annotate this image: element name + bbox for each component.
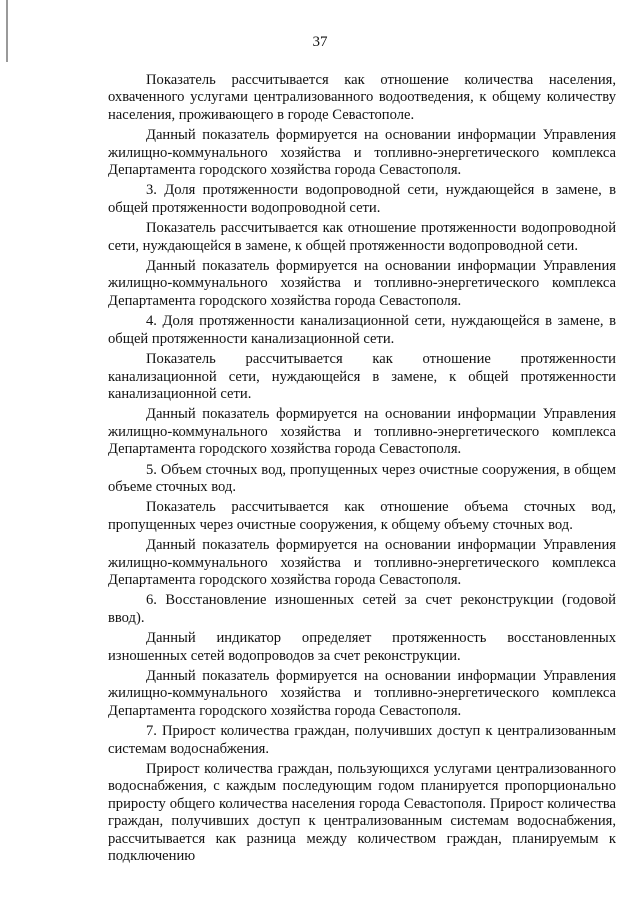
paragraph: Данный показатель формируется на основании информации Управления жилищно-коммунального хозяйства и топливно-энергетического комплекса Департамента городского хозяйства города Севастополя. — [108, 668, 616, 719]
paragraph: Показатель рассчитывается как отношение протяженности водопроводной сети, нуждающейся в замене, к общей протяженности водопроводной сети. — [108, 220, 616, 254]
paragraph: Показатель рассчитывается как отношение объема сточных вод, пропущенных через очистные сооружения, к общему объему сточных вод. — [108, 499, 616, 533]
paragraph: 7. Прирост количества граждан, получивших доступ к централизованным системам водоснабжения. — [108, 723, 616, 757]
paragraph: Показатель рассчитывается как отношение протяженности канализационной сети, нуждающейся в замене, к общей протяженности канализационной сети. — [108, 351, 616, 402]
paragraph: Данный индикатор определяет протяженность восстановленных изношенных сетей водопроводов за счет реконструкции. — [108, 630, 616, 664]
paragraph: Данный показатель формируется на основании информации Управления жилищно-коммунального хозяйства и топливно-энергетического комплекса Департамента городского хозяйства города Севастополя. — [108, 537, 616, 588]
paragraph: Данный показатель формируется на основании информации Управления жилищно-коммунального хозяйства и топливно-энергетического комплекса Департамента городского хозяйства города Севастополя. — [108, 258, 616, 309]
document-body — [108, 72, 616, 868]
page-edge-line — [6, 0, 8, 62]
paragraph: 4. Доля протяженности канализационной сети, нуждающейся в замене, в общей протяженности канализационной сети. — [108, 313, 616, 347]
paragraph: 5. Объем сточных вод, пропущенных через очистные сооружения, в общем объеме сточных вод. — [108, 461, 616, 495]
page-number: 37 — [312, 34, 328, 50]
paragraph: 6. Восстановление изношенных сетей за счет реконструкции (годовой ввод). — [108, 592, 616, 626]
paragraph: Показатель рассчитывается как отношение количества населения, охваченного услугами централизованного водоотведения, к общему количеству населения, проживающего в городе Севастополе. — [108, 72, 616, 123]
paragraph: 3. Доля протяженности водопроводной сети, нуждающейся в замене, в общей протяженности водопроводной сети. — [108, 182, 616, 216]
paragraph: Прирост количества граждан, пользующихся услугами централизованного водоснабжения, с каждым последующим годом планируется пропорционально приросту общего количества населения города Севастополя. Прирост количества граждан, получивших доступ к централизованным системам водоснабжения, рассчитывается как разница между количеством граждан, планируемым к подключению — [108, 761, 616, 865]
paragraph: Данный показатель формируется на основании информации Управления жилищно-коммунального хозяйства и топливно-энергетического комплекса Департамента городского хозяйства города Севастополя. — [108, 406, 616, 458]
paragraph: Данный показатель формируется на основании информации Управления жилищно-коммунального хозяйства и топливно-энергетического комплекса Департамента городского хозяйства города Севастополя. — [108, 127, 616, 179]
